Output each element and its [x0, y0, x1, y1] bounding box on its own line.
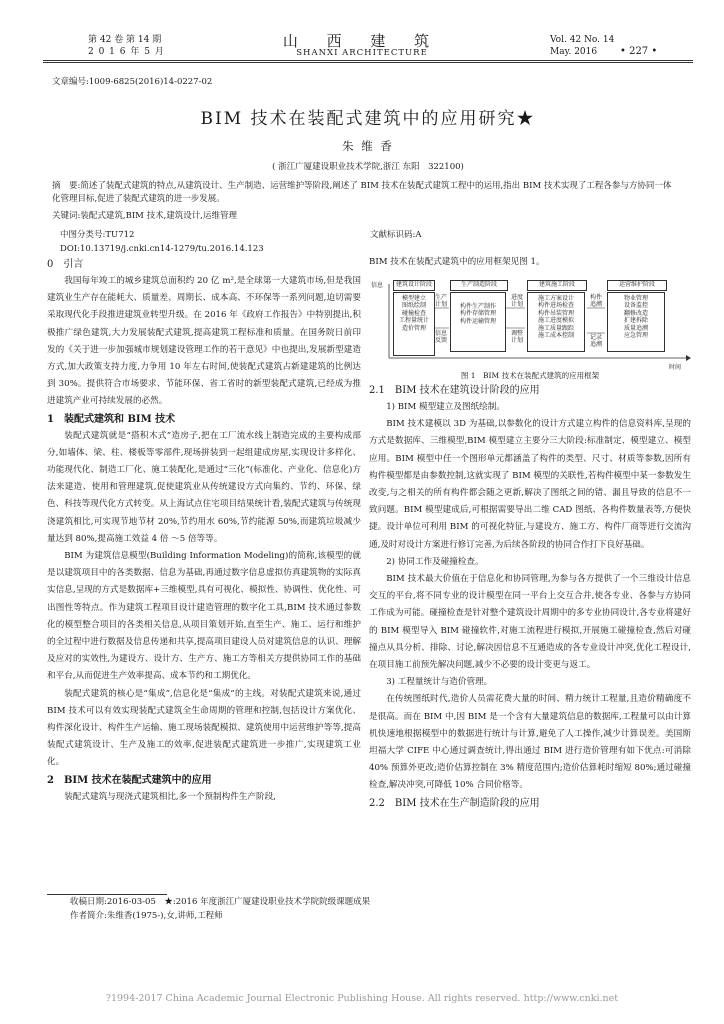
axis-label-time: 时间	[669, 364, 682, 371]
subsection-1-title: 1) BIM 模型建立及图纸绘制。	[386, 402, 505, 412]
figure-1	[371, 278, 691, 372]
article-number: 文章编号:1009-6825(2016)14-0227-02	[52, 77, 213, 87]
section-0-paragraph: 我国每年竣工的城乡建筑总面积约 20 亿 m²,是全球第一大建筑市场,但是我国建筑业生产存在能耗大、质量差、周期长、成本高、不环保等一系列问题,迫切需要采取现代化手段推进建筑业转型升级。在 2016 年《政府工作报告》中特别提出,积极推广绿色建筑,大力发展装配式建筑,提高建筑工程标准和质量。在国务院日前印发的《关于进一步加强城市规划建设管理工作的若干意见》中也提出,发展新型建造方式,加大政策支持力度,力争用 10 年左右时间,使装配式建筑占新建建筑的比例达到 30%。提供符合市场要求、节能环保、省工省时的新型装配式建筑,已经成为推进建筑产业可持续发展的必然。	[47, 276, 361, 407]
header-date-en: May. 2016	[550, 47, 598, 57]
subsection-1-paragraph: BIM 技术建模以 3D 为基础,以参数化的设计方式建立构件的信息资料库,呈现的方式是数据库、三维模型,BIM 模型建立主要分三大阶段:标准制定、模型建立、模型应用。BIM 模型中任一个图形单元都涵盖了构件的类型、尺寸、材质等参数,因所有构件模型都是由参数控制,这就实现了 BIM 模型的关联性,若构件模型中某一参数发生改变,与之相关的所有构件都会随之更新,解决了图纸之间的错、漏且导致的信息不一致问题。BIM 模型建成后,可根据需要导出二维 CAD 图纸、各构件数量表等,方便快捷。设计单位可利用 BIM 的可视化特征,与建设方、施工方、构件厂商等进行交流沟通,及时对设计方案进行修订完善,为后续各阶段的协同合作打下良好基础。	[369, 419, 691, 550]
header-rule	[43, 60, 693, 61]
section-1-paragraph-2: BIM 为建筑信息模型(Building Information Modeling)的简称,该模型的就是以建筑项目中的各类数据、信息为基础,再通过数字信息虚拟仿真建筑物的实际真实信息,呈现的方式是数据库+三维模型,具有可视化、模拟性、协调性、优化性、可出图性等特点。作为建筑工程项目设计建造管理的数字化工具,BIM 技术通过参数化的模型整合项目的各类相关信息,从项目策划开始,直至生产、施工、运行和维护的全过程中进行数据及信息传递和共享,提高项目建设人员对建筑信息的认识、理解及应对的实效性,为建设方、设计方、生产方、施工方等相关方提供协同工作的基础和平台,从而促进生产效率提高、成本节约和工期优化。	[47, 551, 361, 682]
abstract: 摘 要:简述了装配式建筑的特点,从建筑设计、生产制造、运营维护等阶段,阐述了 BIM 技术在装配式建筑工程中的运用,指出 BIM 技术实现了工程各参与方协同一体化管理目标,促进了装配式建筑的进一步发展。	[52, 181, 672, 204]
stage-construction-title: 建筑施工阶段	[527, 280, 587, 291]
footnote-author-bio: 作者简介:朱维香(1975-),女,讲师,工程师	[70, 911, 223, 921]
section-1-title: 1 装配式建筑和 BIM 技术	[47, 413, 176, 425]
header-vol-en: Vol. 42 No. 14	[550, 35, 615, 45]
subsection-2-paragraph: BIM 技术最大价值在于信息化和协同管理,为参与各方提供了一个三维设计信息交互的平台,将不同专业的设计模型在同一平台上交互合并,使各专业、各参与方协同工作成为可能。碰撞检查是针对整个建筑设计周期中的多专业协同设计,各专业将建好的 BIM 模型导入 BIM 碰撞软件,对施工流程进行模拟,开展施工碰撞检查,然后对碰撞点从具分析、排除、讨论,解决因信息不互通造成的各专业设计冲突,优化工程设计,在项目施工前预先解决问题,减少不必要的设计变更与返工。	[369, 574, 691, 671]
link-schedule-plan: 进度 计划	[510, 294, 523, 308]
section-0-title: 0 引言	[47, 259, 84, 270]
page-number: • 227 •	[620, 46, 658, 57]
header-volume: 第 42 卷 第 14 期	[88, 35, 162, 45]
author-affiliation: ( 浙江广厦建设职业技术学院,浙江 东阳 322100)	[272, 162, 464, 172]
stage-design-body: 模型建立 图纸绘制 碰撞检查 工程量统计 造价管理	[393, 292, 435, 356]
figure-intro: BIM 技术在装配式建筑中的应用框架见图 1。	[369, 257, 545, 267]
paper-title: BIM 技术在装配式建筑中的应用研究★	[200, 109, 536, 129]
section-2-title: 2 BIM 技术在装配式建筑中的应用	[47, 774, 212, 786]
header-date: 2 0 1 6 年 5 月	[88, 47, 165, 57]
link-feedback: 信息 反馈	[434, 330, 447, 344]
section-2-1-title: 2.1 BIM 技术在建筑设计阶段的应用	[369, 385, 540, 396]
figure-caption: 图 1 BIM 技术在装配式建筑的应用框架	[460, 371, 600, 380]
stage-operation-title: 运营维护阶段	[607, 280, 667, 291]
section-1-paragraph-3: 装配式建筑的核心是“集成”,信息化是“集成”的主线。对装配式建筑来说,通过 BIM 技术可以有效实现装配式建筑全生命周期的管理和控制,包括设计方案优化、构件深化设计、构件生产运输、施工现场装配模拟、建筑使用中运营维护等等,提高装配式建筑设计、生产及施工的效率,促进装配式建筑进一步推广,实现建筑工业化。	[47, 688, 361, 768]
section-2-2-title: 2.2 BIM 技术在生产制造阶段的应用	[369, 797, 540, 809]
subsection-2-title: 2) 协同工作及碰撞检查。	[386, 556, 484, 567]
subsection-3-title: 3) 工程量统计与造价管理。	[386, 677, 493, 688]
stage-construction-body: 施工方案设计 构件进场检查 构件吊装管理 施工进度模拟 施工质量跟踪 施工成本控制	[527, 292, 585, 352]
footnote-received: 收稿日期:2016-03-05 ★:2016 年度浙江广厦建设职业技术学院院级课题成果	[70, 897, 371, 907]
link-production-plan: 生产 计划	[434, 294, 447, 308]
subsection-3-paragraph: 在传统图纸时代,造价人员需花费大量的时间、精力统计工程量,且造价精确度不是很高。而在 BIM 中,因 BIM 是一个含有大量建筑信息的数据库,工程量可以由计算机快速地根据模型中的数据进行统计与计算,避免了人工操作,减少计算误差。美国斯坦福大学 CIFE 中心通过调查统计,得出通过 BIM 进行造价管理有如下优点:可消除 40% 预算外更改;造价估算控制在 3% 精度范围内;造价估算耗时缩短 80%;通过碰撞检查,解决冲突,可降低 10% 合同价格等。	[369, 694, 691, 791]
section-2-paragraph: 装配式建筑与现浇式建筑相比,多一个预制构件生产阶段,	[64, 791, 276, 802]
doi: DOI:10.13719/j.cnki.cn14-1279/tu.2016.14.123	[60, 244, 264, 254]
stage-production-body: 构件生产制作 构件存储管理 构件运输管理	[450, 292, 506, 352]
clc-number: 中图分类号:TU712	[60, 230, 135, 240]
right-column-intro	[369, 254, 691, 271]
axis-label-info: 信息	[371, 282, 384, 289]
left-column	[47, 256, 361, 896]
document-code: 文献标识码:A	[370, 230, 422, 240]
header-rule-2	[43, 62, 693, 63]
link-record-trace: 记录 追溯	[589, 334, 602, 348]
stage-production-title: 生产制造阶段	[450, 280, 508, 291]
journal-name-en: SHANXI ARCHITECTURE	[296, 48, 428, 58]
right-column-body	[369, 382, 691, 892]
link-component-trace: 构件 追溯	[589, 294, 602, 308]
keywords: 关键词:装配式建筑,BIM 技术,建筑设计,运维管理	[52, 211, 237, 221]
stage-design-title: 建筑设计阶段	[393, 280, 435, 291]
stage-operation-body: 物业管理 设备监控 翻修改造 扩建拆除 质量追溯 应急管理	[607, 292, 665, 352]
copyright-watermark: ?1994-2017 China Academic Journal Electronic Publishing House. All rights reserved. http://www.cnki.net	[105, 993, 619, 1004]
author-name: 朱 维 香	[342, 139, 394, 153]
footnote-rule	[47, 894, 167, 895]
link-adjust-plan: 调整 计划	[510, 330, 523, 344]
journal-name-cn: 山 西 建 筑	[282, 32, 442, 50]
section-1-paragraph-1: 装配式建筑就是“搭积木式”造房子,把在工厂流水线上制造完成的主要构成部分,如墙体、梁、柱、楼板等零部件,现场拼装到一起组建成房屋,实现设计多样化、功能现代化、制造工厂化、施工装配化,是通过“三化”(标准化、产业化、信息化)方法来建造、使用和管理建筑,促使建筑业从传统建设方式向集约、节约、环保、绿色、科技等现代化方式转变。从上海试点住宅项目结果统计看,装配式建筑与传统现浇建筑相比,可实现节地节材 20%,节约用水 60%,节约能源 50%,而建筑垃圾减少量达到 80%,提高施工效益 4 倍 ～5 倍等等。	[47, 430, 361, 544]
